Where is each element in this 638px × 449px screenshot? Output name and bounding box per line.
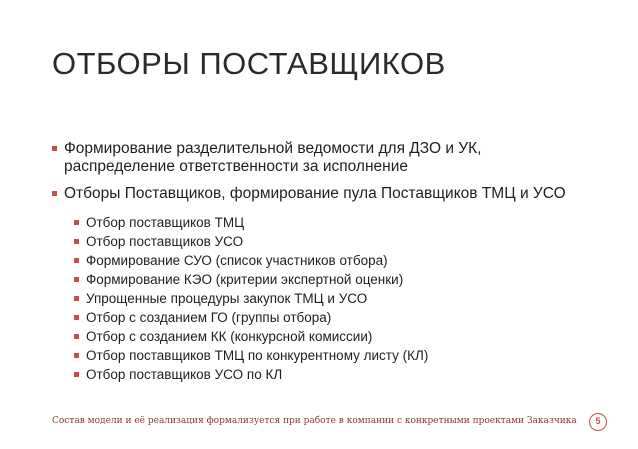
sub-list-item-text: Формирование КЭО (критерии экспертной оценки) xyxy=(86,272,404,287)
page-number-badge: 5 xyxy=(589,413,607,431)
square-bullet-icon xyxy=(74,353,79,358)
sub-list-item-text: Отбор поставщиков УСО xyxy=(86,234,244,249)
sub-list-item-text: Упрощенные процедуры закупок ТМЦ и УСО xyxy=(86,291,368,306)
square-bullet-icon xyxy=(74,239,79,244)
sub-list-item-text: Отбор с созданием ГО (группы отбора) xyxy=(86,310,332,325)
sub-list-item-text: Отбор поставщиков УСО по КЛ xyxy=(86,367,283,382)
slide-title: ОТБОРЫ ПОСТАВЩИКОВ xyxy=(52,46,446,81)
sub-list-item xyxy=(74,270,572,289)
list-item xyxy=(52,140,572,176)
list-item-text: Отборы Поставщиков, формирование пула Поставщиков ТМЦ и УСО xyxy=(64,185,566,202)
slide-content xyxy=(52,140,572,393)
list-item-text: Формирование разделительной ведомости для ДЗО и УК, распределение ответственности за исполнение xyxy=(64,140,482,175)
square-bullet-icon xyxy=(52,191,57,196)
square-bullet-icon xyxy=(74,277,79,282)
footer-note: Состав модели и её реализация формализуется при работе в компании с конкретными проектами Заказчика xyxy=(52,416,577,426)
square-bullet-icon xyxy=(74,220,79,225)
sub-list-item xyxy=(74,213,572,232)
sub-list-item xyxy=(74,308,572,327)
list-item xyxy=(52,185,572,384)
square-bullet-icon xyxy=(74,334,79,339)
square-bullet-icon xyxy=(74,296,79,301)
sub-list-item-text: Отбор поставщиков ТМЦ по конкурентному листу (КЛ) xyxy=(86,348,429,363)
sub-list-item xyxy=(74,346,572,365)
sub-list-item xyxy=(74,327,572,346)
sub-list-item xyxy=(74,232,572,251)
sub-list-item xyxy=(74,365,572,384)
sub-list-item xyxy=(74,289,572,308)
sub-list-item-text: Отбор поставщиков ТМЦ xyxy=(86,215,245,230)
bullet-list xyxy=(52,140,572,384)
sub-list-item-text: Отбор с созданием КК (конкурсной комиссии) xyxy=(86,329,373,344)
square-bullet-icon xyxy=(74,258,79,263)
square-bullet-icon xyxy=(74,315,79,320)
sub-bullet-list xyxy=(74,213,572,384)
square-bullet-icon xyxy=(74,372,79,377)
sub-list-item xyxy=(74,251,572,270)
sub-list-item-text: Формирование СУО (список участников отбора) xyxy=(86,253,388,268)
square-bullet-icon xyxy=(52,146,57,151)
